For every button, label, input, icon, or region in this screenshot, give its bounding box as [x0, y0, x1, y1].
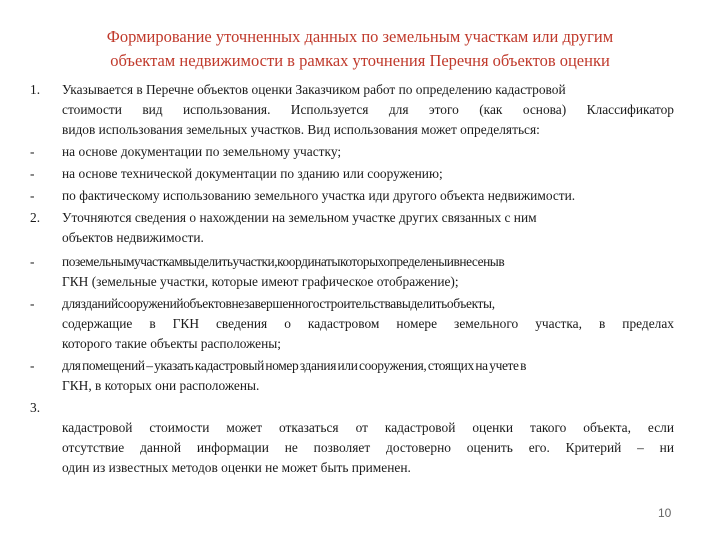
slide-title: [40, 25, 680, 73]
text-line: поземельнымучасткамвыделитьучастки,координатыкоторыхопределеныивнесеныв: [62, 254, 505, 269]
list-item-text: [62, 208, 674, 248]
text-line: содержащие в ГКН сведения о кадастровом номере земельного участка, в пределах: [62, 316, 674, 331]
list-marker: -: [30, 144, 35, 159]
text-line: для помещений – указать кадастровый номер здания или сооружения, стоящих на учете в: [62, 358, 527, 373]
text-line: видов использования земельных участков. Вид использования может определяться:: [62, 122, 540, 137]
list-item-text: [62, 418, 674, 478]
list-item-text: [62, 142, 674, 162]
list-marker: 1.: [30, 82, 41, 97]
text-line: отсутствие данной информации не позволяет достоверно оценить его. Критерий – ни: [62, 440, 674, 455]
list-item-text: [62, 356, 674, 396]
text-line: длязданийсооруженийобъектовнезавершенногостроительствавыделитьобъекты,: [62, 296, 495, 311]
page-number: 10: [658, 506, 672, 520]
text-line: Указывается в Перечне объектов оценки Заказчиком работ по определению кадастровой: [62, 82, 566, 97]
list-marker: -: [30, 188, 35, 203]
list-marker: -: [30, 296, 35, 311]
title-line: Формирование уточненных данных по земельным участкам или другим: [106, 27, 614, 46]
list-marker: 3.: [30, 400, 41, 415]
list-item-text: [62, 294, 674, 354]
text-line: ГКН, в которых они расположены.: [62, 378, 260, 393]
list-item-text: [62, 252, 674, 292]
text-line: стоимости вид использования. Используется для этого (как основа) Классификатор: [62, 102, 674, 117]
list-marker: -: [30, 166, 35, 181]
list-marker: 2.: [30, 210, 41, 225]
text-line: ГКН (земельные участки, которые имеют графическое отображение);: [62, 274, 459, 289]
text-line: на основе документации по земельному участку;: [62, 144, 342, 159]
text-line: на основе технической документации по зданию или сооружению;: [62, 166, 443, 181]
list-marker: -: [30, 254, 35, 269]
text-line: один из известных методов оценки не может быть применен.: [62, 460, 411, 475]
text-line: объектов недвижимости.: [62, 230, 204, 245]
list-item-text: [62, 164, 674, 184]
text-line: которого такие объекты расположены;: [62, 336, 282, 351]
list-item-text: [62, 80, 674, 140]
list-item-text: [62, 186, 674, 206]
text-line: кадастровой стоимости может отказаться от кадастровой оценки такого объекта, если: [62, 420, 674, 435]
text-line: Уточняются сведения о нахождении на земельном участке других связанных с ним: [62, 210, 537, 225]
list-marker: -: [30, 358, 35, 373]
title-line: объектам недвижимости в рамках уточнения Перечня объектов оценки: [110, 51, 610, 70]
text-line: по фактическому использованию земельного участка иди другого объекта недвижимости.: [62, 188, 576, 203]
